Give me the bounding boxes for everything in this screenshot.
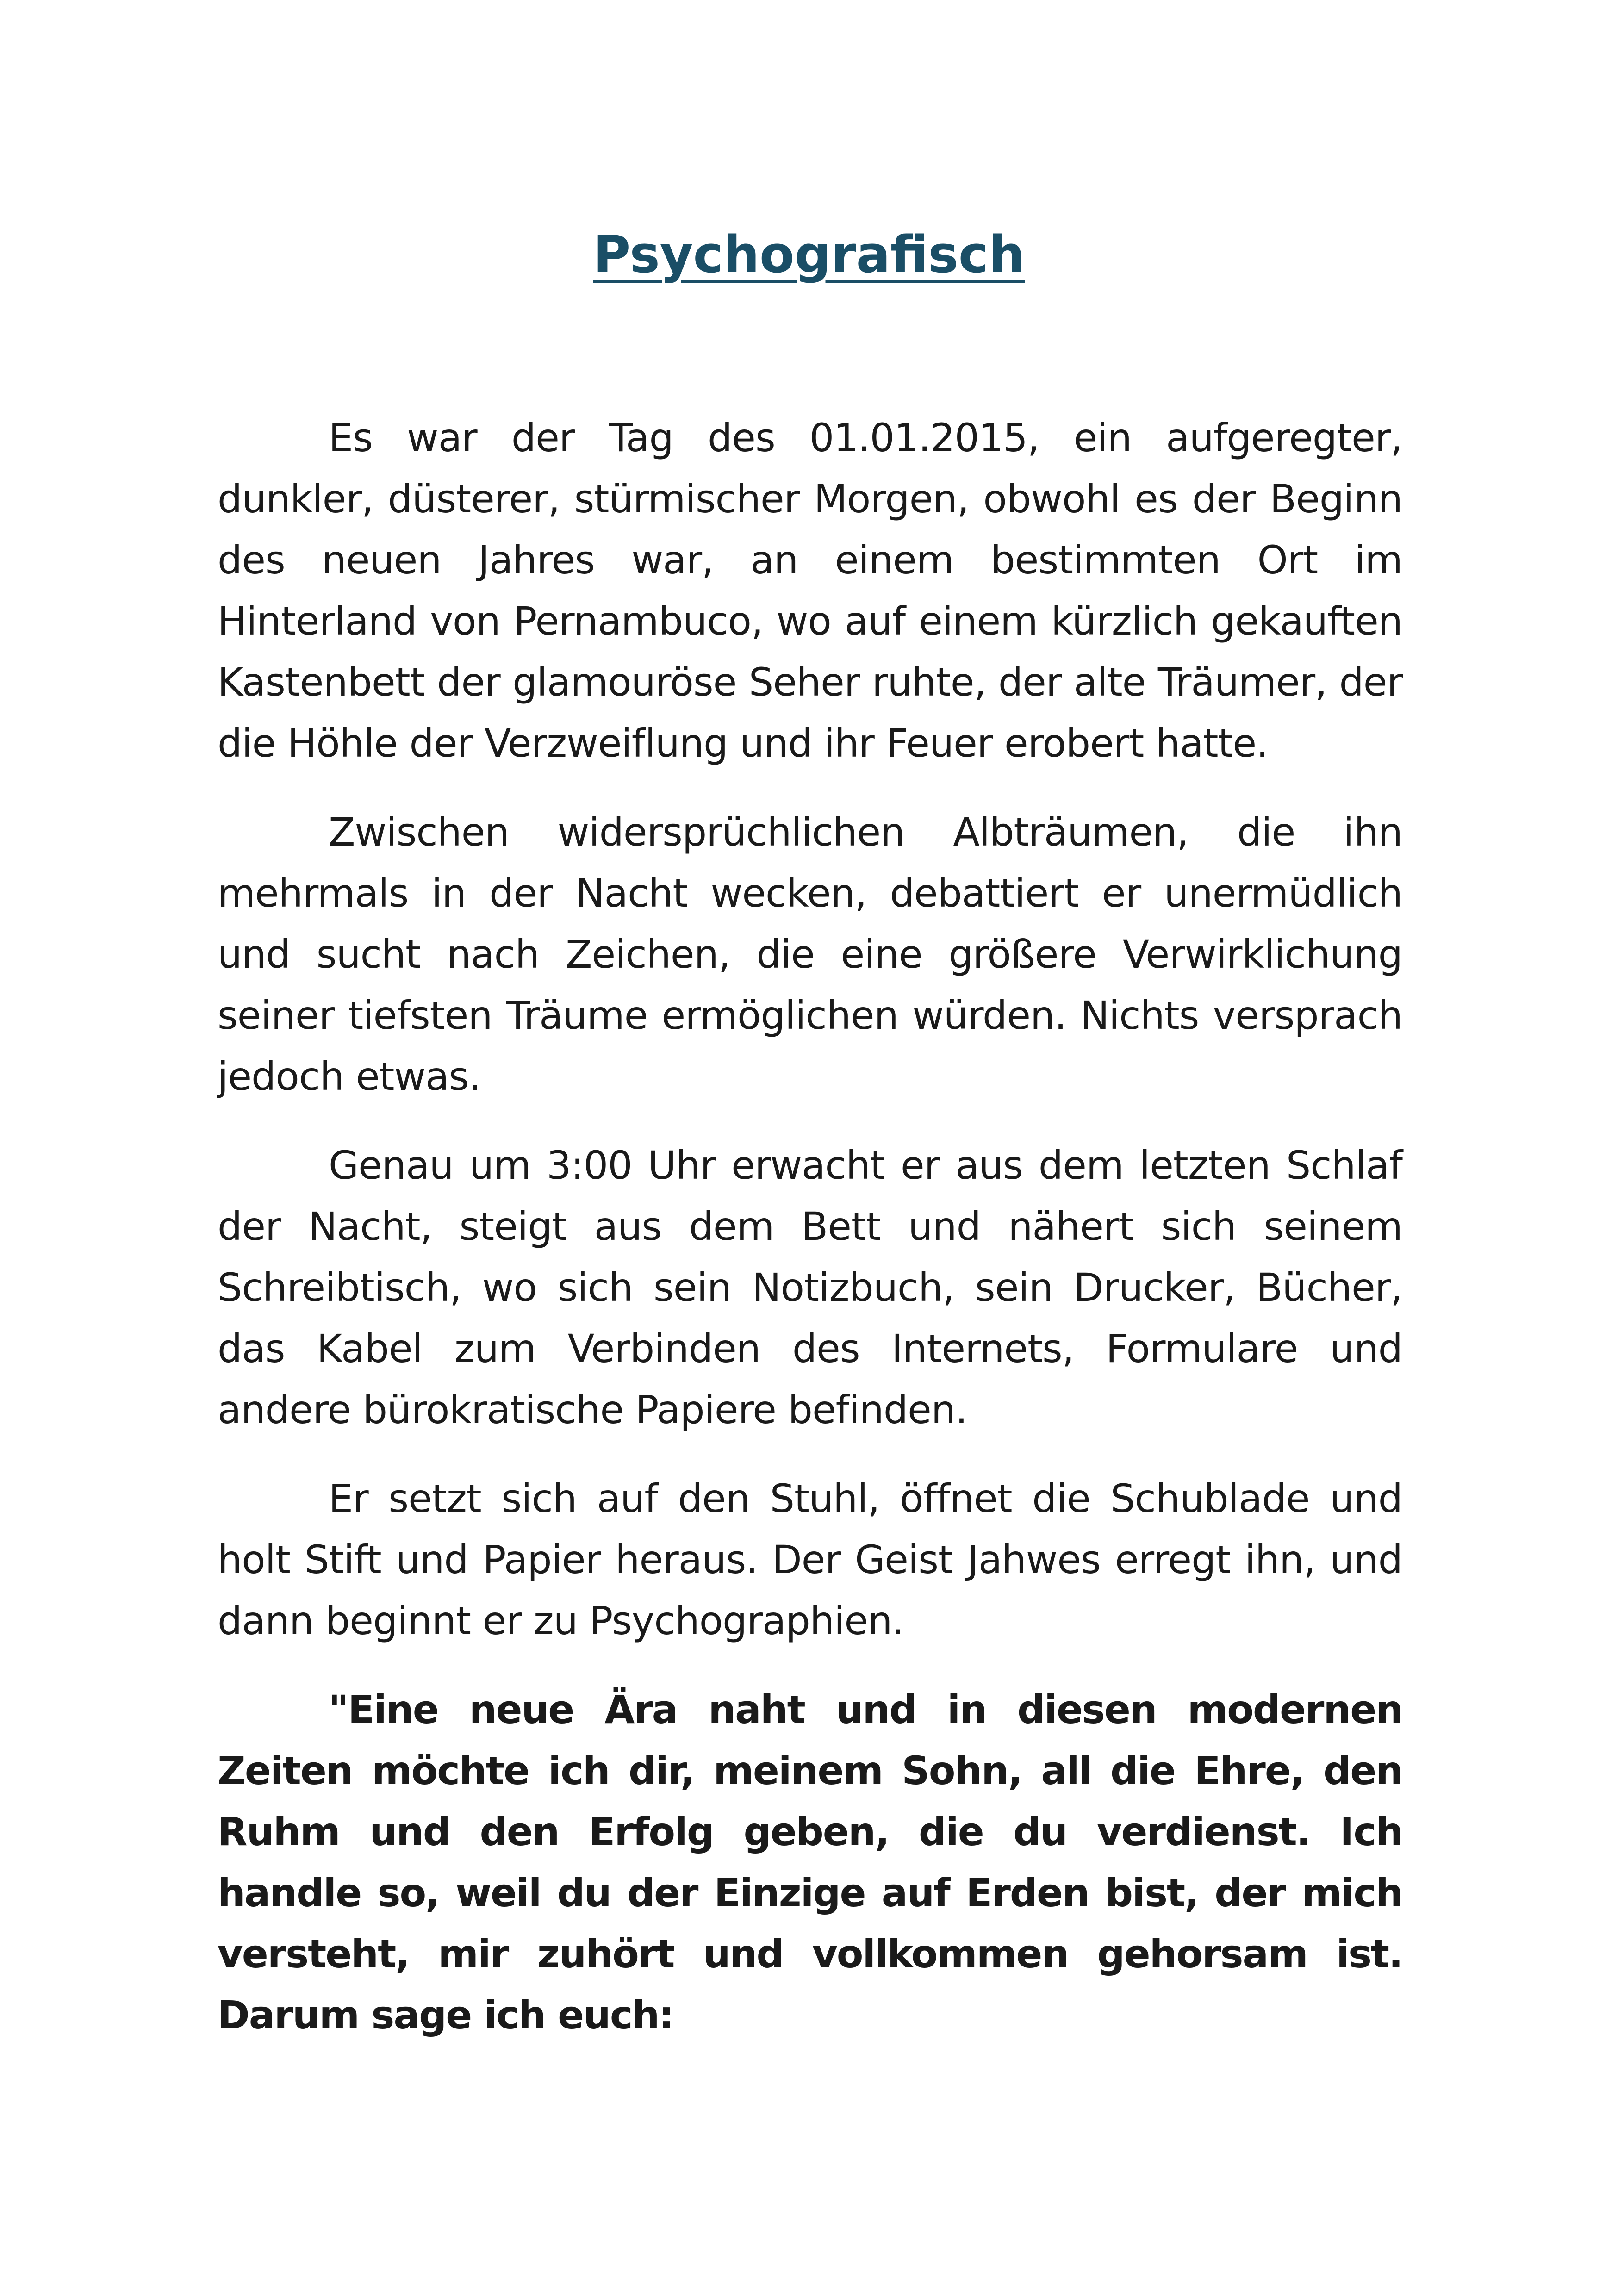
paragraph-2: Zwischen widersprüchlichen Albträumen, die ihn mehrmals in der Nacht wecken, debattiert er unermüdlich und sucht nach Zeichen, die eine größere Verwirklichung seiner tiefsten Träume ermöglichen würden. Nichts versprach jedoch etwas. (218, 809, 1402, 1099)
document-title: Psychografisch (593, 225, 1025, 284)
paragraph-1: Es war der Tag des 01.01.2015, ein aufgeregter, dunkler, düsterer, stürmischer Morgen, obwohl es der Beginn des neuen Jahres war, an einem bestimmten Ort im Hinterland von Pernambuco, wo auf einem kürzlich gekauften Kastenbett der glamouröse Seher ruhte, der alte Träumer, der die Höhle der Verzweiflung und ihr Feuer erobert hatte. (218, 415, 1402, 766)
document-body (218, 407, 1402, 2073)
paragraph-4: Er setzt sich auf den Stuhl, öffnet die Schublade und holt Stift und Papier heraus. Der Geist Jahwes erregt ihn, und dann beginnt er zu Psychographien. (218, 1476, 1402, 1643)
quote-paragraph: "Eine neue Ära naht und in diesen modernen Zeiten möchte ich dir, meinem Sohn, all die Ehre, den Ruhm und den Erfolg geben, die du verdienst. Ich handle so, weil du der Einzige auf Erden bist, der mich versteht, mir zuhört und vollkommen gehorsam ist. Darum sage ich euch: (218, 1687, 1402, 2038)
paragraph-3: Genau um 3:00 Uhr erwacht er aus dem letzten Schlaf der Nacht, steigt aus dem Bett und nähert sich seinem Schreibtisch, wo sich sein Notizbuch, sein Drucker, Bücher, das Kabel zum Verbinden des Internets, Formulare und andere bürokratische Papiere befinden. (218, 1143, 1402, 1432)
